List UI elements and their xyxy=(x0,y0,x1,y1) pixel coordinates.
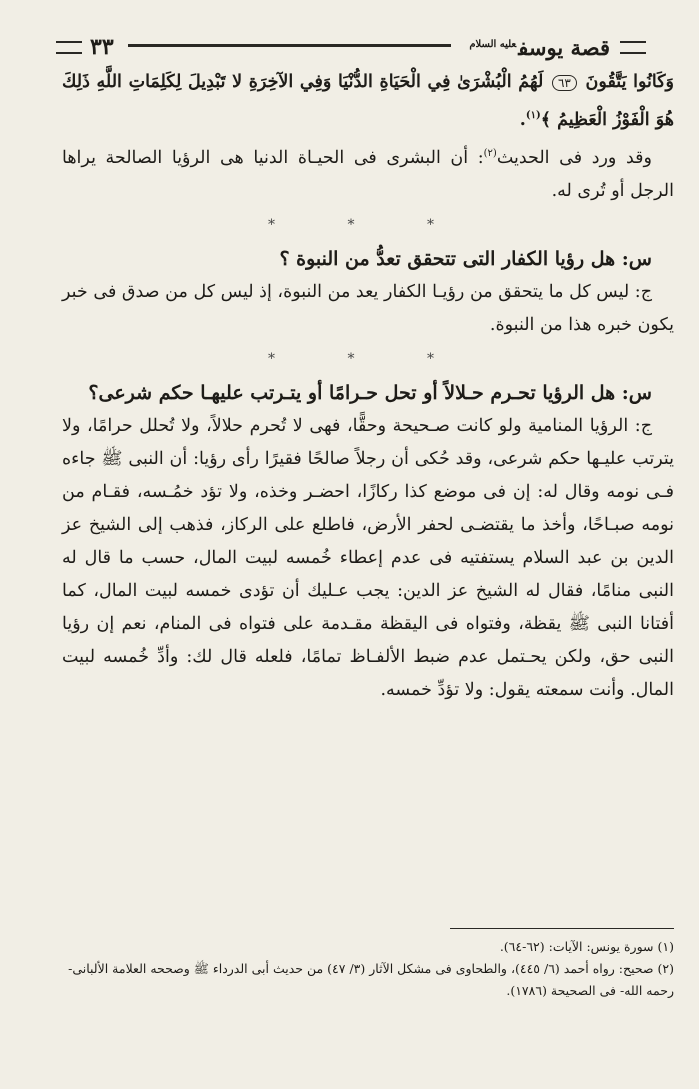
footnote-1: (١) سورة يونس: الآيات: (٦٢-٦٤). xyxy=(499,939,674,954)
page-body xyxy=(62,66,674,707)
footnote-ref-2: (٢) xyxy=(483,147,497,159)
footnotes xyxy=(62,936,674,1002)
footnote-separator xyxy=(450,928,674,929)
section-divider-1: * * * xyxy=(268,216,468,233)
footnote-ref-1: (١) xyxy=(525,110,541,121)
honorific: عليه السلام xyxy=(469,38,517,50)
answer-1: ج: ليس كل ما يتحقق من رؤيـا الكفار يعد من النبوة، إذ ليس كل من صدق فى خبر يكون خبره هذا من النبوة. xyxy=(62,281,674,335)
section-divider-2: * * * xyxy=(268,350,468,367)
footnote-2: (٢) صحيح: رواه أحمد (٦/ ٤٤٥)، والطحاوى فى مشكل الآثار (٣/ ٤٧) من حديث أبى الدرداء ﷺ وصححه العلامة الألبانى-رحمه الله- فى الصحيحة (١٧٨٦). xyxy=(68,961,674,998)
header-rule xyxy=(128,44,452,50)
quran-verse: وَكَانُوا يَتَّقُونَ ٦٣ لَهُمُ الْبُشْرَىٰ فِي الْحَيَاةِ الدُّنْيَا وَفِي الآخِرَةِ لا تَبْدِيلَ لِكَلِمَاتِ اللَّهِ ذَلِكَ هُوَ الْفَوْزُ الْعَظِيمُ ﴾$^{(١)}$. xyxy=(62,72,675,130)
page-header xyxy=(56,30,646,64)
ayah-number: ٦٣ xyxy=(552,75,577,91)
question-1: س: هل رؤيا الكفار التى تتحقق تعدُّ من النبوة ؟ xyxy=(279,247,652,270)
header-ornament-right xyxy=(620,41,646,54)
page-number: ٣٣ xyxy=(90,34,114,60)
running-title: قصة يوسف$^{عليه السلام}$ xyxy=(469,34,610,60)
hadith-paragraph: وقد ورد فى الحديث$^{(٢)}$: أن البشرى فى الحيـاة الدنيا هى الرؤيا الصالحة يراها الرجل أو تُرى له. xyxy=(62,147,674,201)
header-ornament-left xyxy=(56,41,82,54)
question-2: س: هل الرؤيا تحـرم حـلالاً أو تحل حـرامًا أو يتـرتب عليهـا حكم شرعى؟ xyxy=(88,381,652,404)
answer-2: ج: الرؤيا المنامية ولو كانت صـحيحة وحقًّا، فهى لا تُحرم حلالاً، ولا تُحلل حرامًا، ولا يترتب عليـها حكم شرعى، وقد حُكى أن رجلاً صالحًا فقيرًا رأى رؤيا: أن النبى ﷺ جاءه فـى نومه وقال له: إن فى موضع كذا ركازًا، احضـر وخذه، ولا تؤد خمُـسه، فقـام من نومه صبـاحًا، وأخذ ما يقتضـى لحفر الأرض، فاطلع على الركاز، فذهب إلى الشيخ عز الدين بن عبد السلام يستفتيه فى عدم إعطاء خُمسه لبيت المال، حسب ما قال له النبى منامًا، فقال له الشيخ عز الدين: يجب عـليك أن تؤدى خمسه لبيت المال، كما أفتانا النبى ﷺ يقظة، وفتواه فى اليقظة مقـدمة على فتواه فى المنام، نعم إن رؤيا النبى حق، ولكن يحـتمل عدم ضبط الألفـاظ تمامًا، فلعله قال لك: وأدِّ خُمسه لبيت المال. وأنت سمعته يقول: ولا تؤدِّ خمسه. xyxy=(62,415,674,700)
